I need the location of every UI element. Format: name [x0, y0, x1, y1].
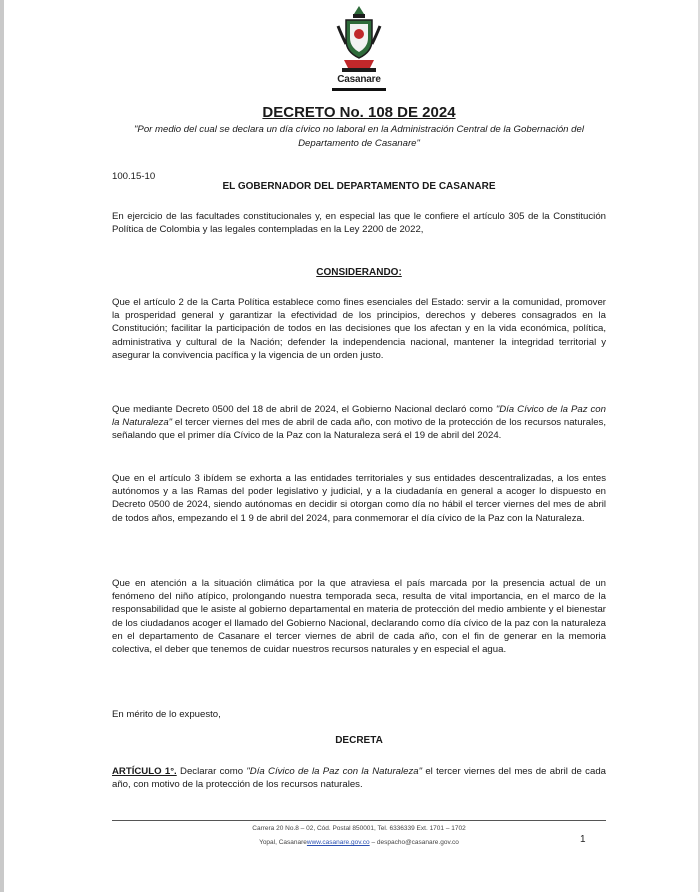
paragraph-2-text-a: Que mediante Decreto 0500 del 18 de abril de 2024, el Gobierno Nacional declaró como — [112, 404, 496, 415]
footer-address: Carrera 20 No.8 – 02, Cód. Postal 850001, Tel. 6336339 Ext. 1701 – 1702 — [252, 825, 466, 832]
reference-code: 100.15-10 — [112, 171, 156, 182]
considerando-paragraph-2 — [112, 403, 606, 443]
article-1 — [112, 765, 606, 791]
footer-separator: – — [369, 839, 377, 846]
document-page — [112, 0, 606, 892]
article-1-label: ARTÍCULO 1°. — [112, 766, 177, 777]
paragraph-2-text-b: el tercer viernes del mes de abril de cada año, con motivo de la protección de los recursos naturales, señalando que el primer día Cívico de la Paz con la Naturaleza será el 19 de abril del 2024. — [112, 417, 607, 442]
footer-email[interactable]: despacho@casanare.gov.co — [376, 839, 459, 846]
page-edge-left — [0, 0, 4, 892]
closing-line: En mérito de lo expuesto, — [112, 709, 221, 720]
article-1-text-a: Declarar como — [176, 766, 247, 777]
considerando-paragraph-4: Que en atención a la situación climática por la que atraviesa el país marcada por la presencia actual de un fenómeno del niño atípico, prolongando nuestra temporada seca, resulta de vital importancia, en el marco de la responsabilidad que le asiste al gobierno departamental en materia de protección del medio ambiente y el bienestar de los ciudadanos acoger el llamado del Gobierno Nacional, declarando como día cívico de la paz con la naturaleza en el departamento de Casanare el tercer viernes de abril de cada año, con el fin de generar en la memoria colectiva, el deber que tenemos de cuidar nuestros recursos naturales y en especial el agua. — [112, 578, 606, 656]
footer-website-link[interactable]: www.casanare.gov.co — [306, 839, 370, 846]
coat-of-arms-icon — [324, 4, 394, 76]
footer-contact — [112, 839, 606, 846]
logo-underline — [332, 88, 386, 91]
logo-text: Casanare — [337, 74, 381, 85]
considerando-paragraph-3: Que en el artículo 3 ibídem se exhorta a las entidades territoriales y sus entidades descentralizadas, a los entes autónomos y a las Ramas del poder legislativo y judicial, y a la ciudadanía en general a acoger lo dispuesto en Decreto 0500 de 2024, siendo autónomas en decidir si otorgan como día no hábil el tercer viernes del mes de abril de todos años, empezando el 1 9 de abril del 2024, para conmemorar el día cívico de la Paz con la Naturaleza. — [112, 473, 606, 524]
issuing-authority: EL GOBERNADOR DEL DEPARTAMENTO DE CASANARE — [222, 181, 496, 192]
article-1-text-b: el tercer viernes del mes de abril de cada año, con motivo de la protección de los recursos naturales. — [112, 766, 606, 791]
intro-paragraph: En ejercicio de las facultades constitucionales y, en especial las que le confiere el artículo 305 de la Constitución Política de Colombia y las legales contempladas en la Ley 2200 de 2022, — [112, 211, 606, 236]
decreta-heading: DECRETA — [335, 735, 383, 746]
article-1-emphasis: "Día Cívico de la Paz con la Naturaleza" — [246, 766, 423, 777]
footer-divider — [112, 820, 606, 821]
footer-city: Yopal, Casanare — [259, 839, 307, 846]
coat-of-arms-logo — [324, 4, 394, 94]
considerando-heading: CONSIDERANDO: — [316, 267, 402, 278]
paragraph-2-emphasis: "Día Cívico de la Paz con la Naturaleza" — [112, 404, 606, 429]
page-number: 1 — [580, 834, 586, 845]
decree-title: DECRETO No. 108 DE 2024 — [262, 104, 456, 121]
decree-subtitle: "Por medio del cual se declara un día cívico no laboral en la Administración Central de la Gobernación del Departamento de Casanare" — [134, 124, 584, 149]
considerando-paragraph-1: Que el artículo 2 de la Carta Política establece como fines esenciales del Estado: servir a la comunidad, promover la prosperidad general y garantizar la efectividad de los principios, derechos y deberes consagrados en la Constitución; facilitar la participación de todos en las decisiones que los afectan y en la vida económica, política, administrativa y cultural de la Nación; defender la independencia nacional, mantener la integridad territorial y asegurar la convivencia pacífica y la vigencia de un orden justo. — [112, 297, 606, 361]
